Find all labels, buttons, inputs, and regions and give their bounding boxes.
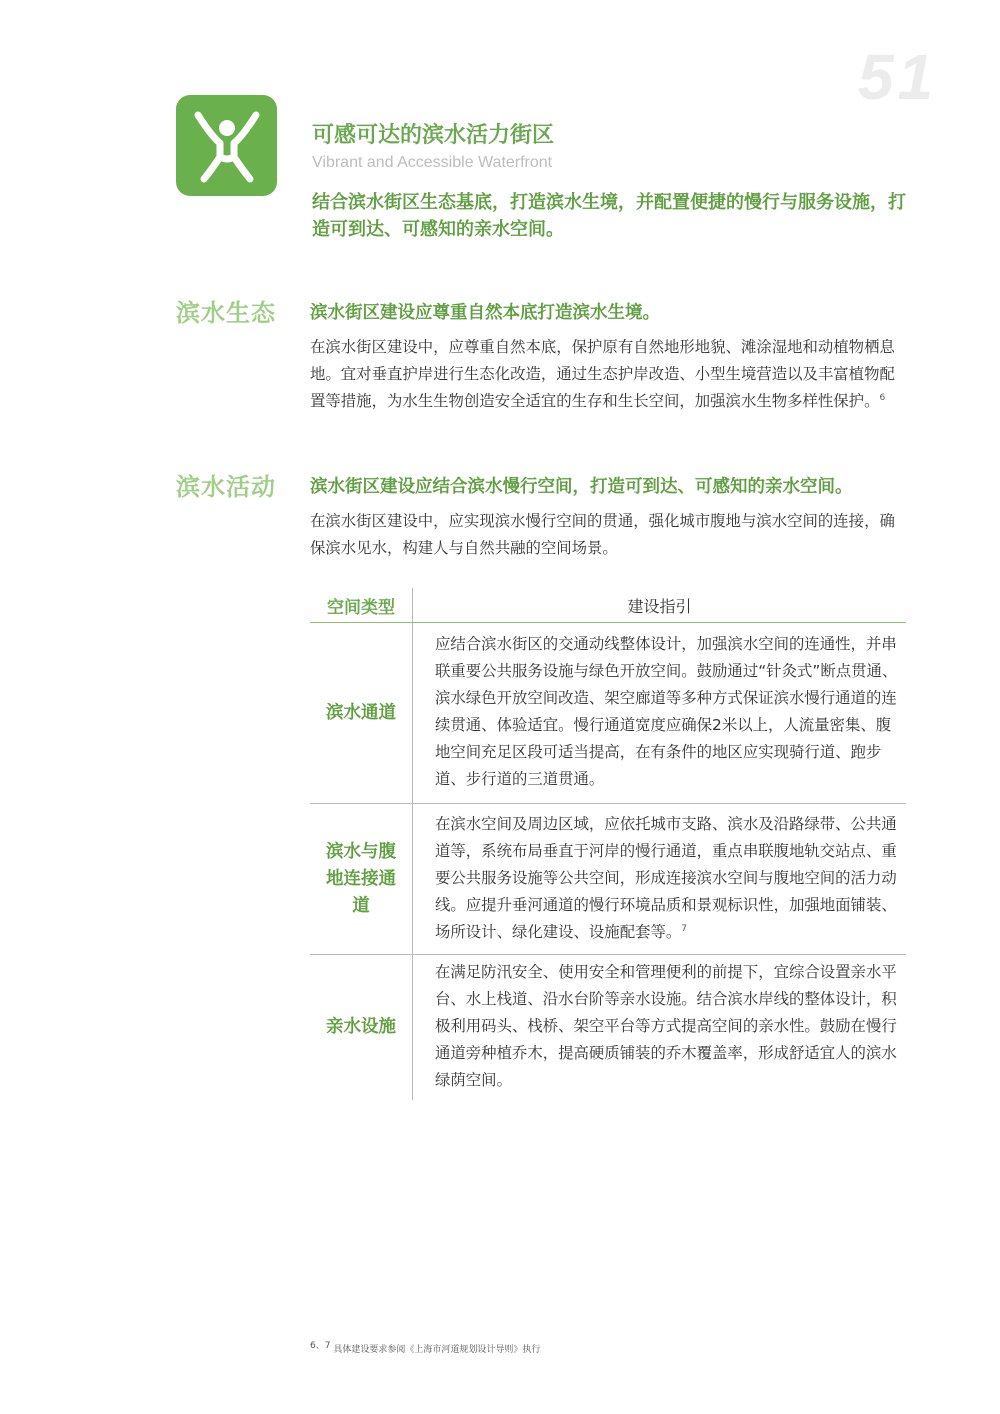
page-title: 可感可达的滨水活力街区 xyxy=(312,123,555,148)
footnote-text: 具体建设要求参阅《上海市河道规划设计导则》执行 xyxy=(333,1345,541,1355)
table-row xyxy=(310,955,906,1101)
section-heading-activity: 滨水街区建设应结合滨水慢行空间，打造可到达、可感知的亲水空间。 xyxy=(310,477,853,497)
table-cell-type: 亲水设施 xyxy=(310,955,413,1101)
page-footnote xyxy=(310,1342,540,1355)
section-label-activity: 滨水活动 xyxy=(176,473,276,501)
section-body-ecology xyxy=(310,334,910,415)
footnote-ref: 7 xyxy=(681,923,687,934)
table-cell-type: 滨水与腹地连接通道 xyxy=(310,804,413,955)
table-row xyxy=(310,623,906,804)
section-body-activity: 在滨水街区建设中，应实现滨水慢行空间的贯通，强化城市腹地与滨水空间的连接，确保滨水见水，构建人与自然共融的空间场景。 xyxy=(310,512,895,557)
table-header-row xyxy=(310,588,906,623)
table-row xyxy=(310,804,906,955)
person-arms-raised-icon xyxy=(176,95,277,196)
page-number: 51 xyxy=(858,41,938,113)
table-cell-guidance xyxy=(413,804,907,955)
table-cell-type: 滨水通道 xyxy=(310,623,413,804)
section-body-text: 在滨水街区建设中，应尊重自然本底，保护原有自然地形地貌、滩涂湿地和动植物栖息地。宜对垂直护岸进行生态化改造，通过生态护岸改造、小型生境营造以及丰富植物配置等措施，为水生生物创造安全适宜的生存和生长空间，加强滨水生物多样性保护。 xyxy=(310,338,895,410)
guidance-table xyxy=(310,588,906,1100)
table-cell-text: 在满足防汛安全、使用安全和管理便利的前提下，宜综合设置亲水平台、水上栈道、沿水台阶等亲水设施。结合滨水岸线的整体设计，积极利用码头、栈桥、架空平台等方式提高空间的亲水性。鼓励在慢行通道旁种植乔木，提高硬质铺装的乔木覆盖率，形成舒适宜人的滨水绿荫空间。 xyxy=(435,963,897,1089)
table-header-guidance: 建设指引 xyxy=(413,588,907,623)
page-summary: 结合滨水街区生态基底，打造滨水生境，并配置便捷的慢行与服务设施，打造可到达、可感知的亲水空间。 xyxy=(312,192,906,240)
section-logo xyxy=(176,95,277,196)
section-heading-ecology: 滨水街区建设应尊重自然本底打造滨水生境。 xyxy=(310,303,660,323)
section-label-ecology: 滨水生态 xyxy=(176,299,276,327)
footnote-refs: 6、7 xyxy=(310,1341,331,1351)
table-cell-guidance xyxy=(413,623,907,804)
page-subtitle: Vibrant and Accessible Waterfront xyxy=(312,154,553,171)
table-header-type: 空间类型 xyxy=(310,588,413,623)
table-cell-text: 在滨水空间及周边区域，应依托城市支路、滨水及沿路绿带、公共通道等，系统布局垂直于河岸的慢行通道，重点串联腹地轨交站点、重要公共服务设施等公共空间，形成连接滨水空间与腹地空间的活力动线。应提升垂河通道的慢行环境品质和景观标识性，加强地面铺装、场所设计、绿化建设、设施配套等。 xyxy=(435,814,897,941)
table-cell-text: 应结合滨水街区的交通动线整体设计，加强滨水空间的连通性，并串联重要公共服务设施与绿色开放空间。鼓励通过“针灸式”断点贯通、滨水绿色开放空间改造、架空廊道等多种方式保证滨水慢行通道的连续贯通、体验适宜。慢行通道宽度应确保2米以上，人流量密集、腹地空间充足区段可适当提高，在有条件的地区应实现骑行道、跑步道、步行道的三道贯通。 xyxy=(435,635,898,788)
table-cell-guidance xyxy=(413,955,907,1101)
footnote-ref: 6 xyxy=(879,392,886,403)
